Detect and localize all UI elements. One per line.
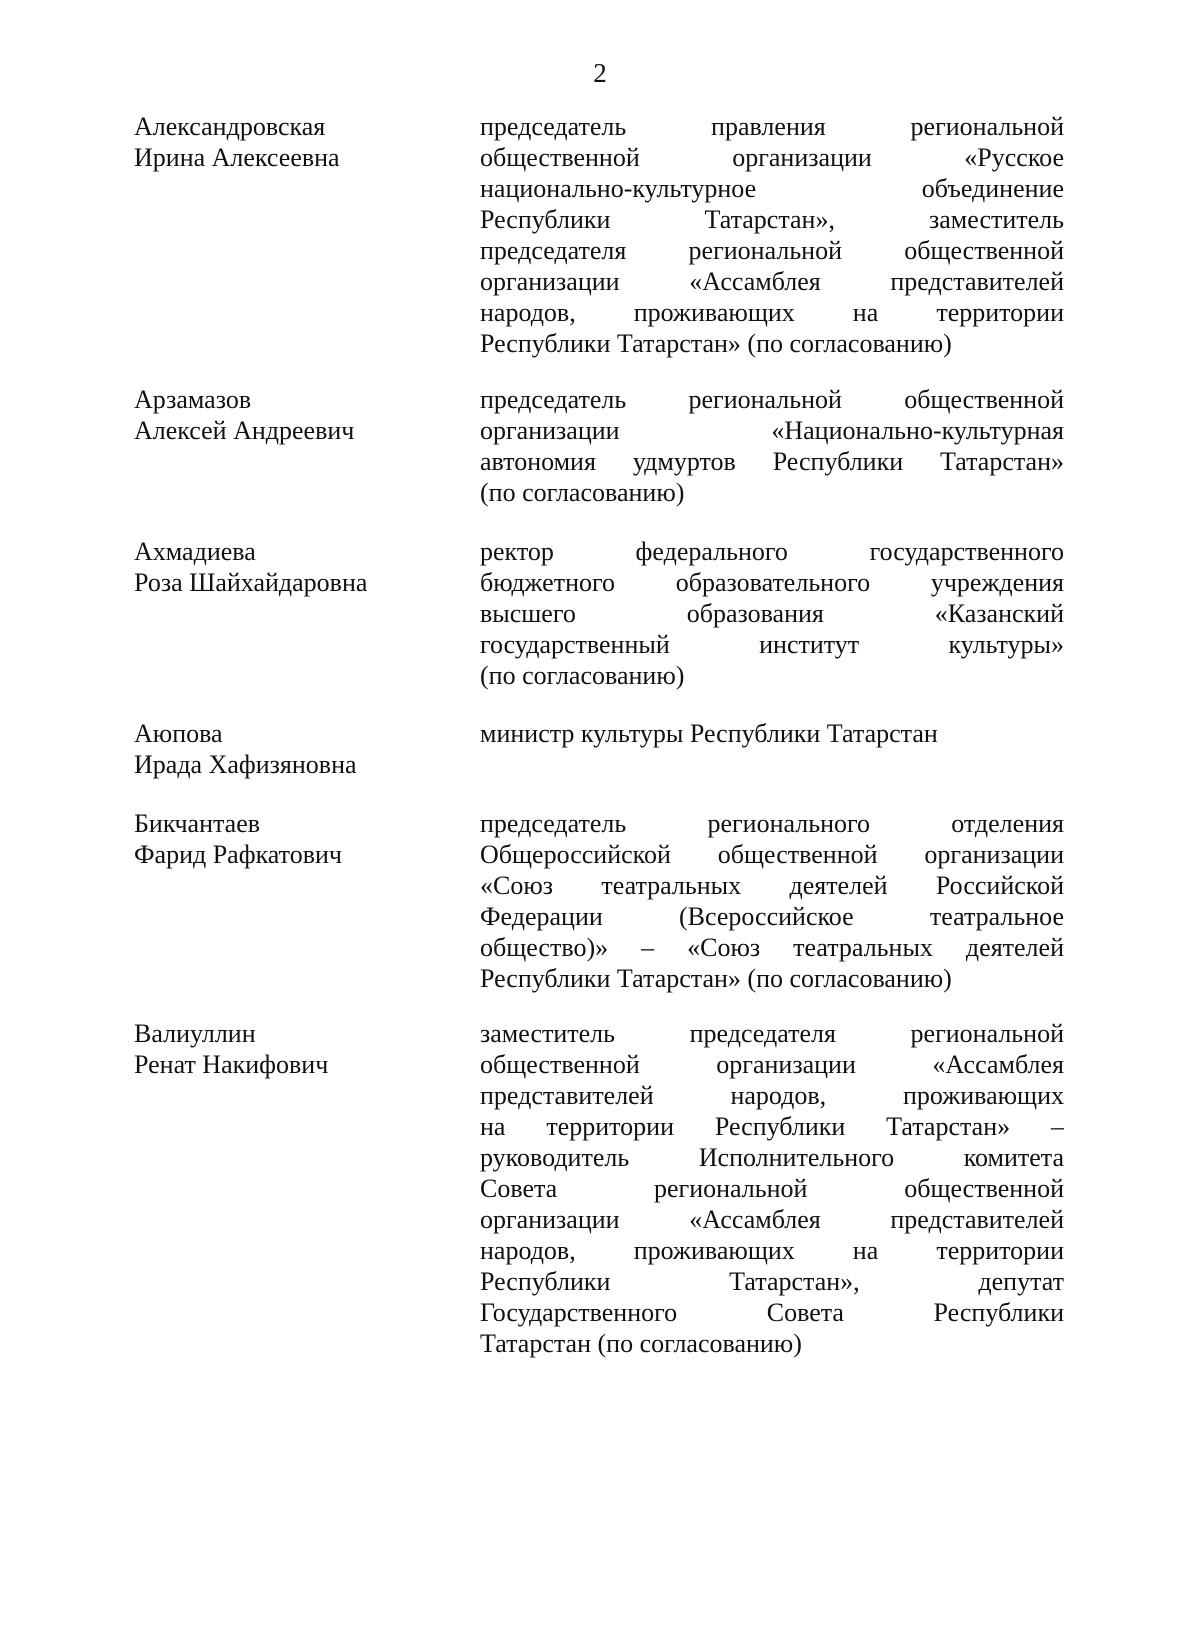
member-name — [134, 718, 454, 780]
position-line: на территории Республики Татарстан» – — [480, 1112, 1064, 1141]
position-line: (по согласованию) — [480, 661, 685, 690]
position-line: автономия удмуртов Республики Татарстан» — [480, 447, 1064, 476]
position-line: организации «Ассамблея представителей — [480, 1205, 1064, 1234]
position-line: (по согласованию) — [480, 478, 685, 507]
position-line: Государственного Совета Республики — [480, 1298, 1064, 1327]
position-line: председателя региональной общественной — [480, 236, 1064, 265]
member-position — [480, 111, 1064, 359]
position-line: председатель региональной общественной — [480, 385, 1064, 414]
position-line: руководитель Исполнительного комитета — [480, 1143, 1064, 1172]
member-name — [134, 536, 454, 598]
member-surname: Александровская — [134, 112, 326, 141]
position-line: Республики Татарстан», депутат — [480, 1267, 1064, 1296]
member-position — [480, 1018, 1064, 1359]
position-line: организации «Ассамблея представителей — [480, 267, 1064, 296]
position-line: Республики Татарстан» (по согласованию) — [480, 329, 952, 358]
member-name — [134, 1018, 454, 1080]
position-line: министр культуры Республики Татарстан — [480, 719, 938, 748]
member-surname: Ахмадиева — [134, 537, 256, 566]
member-given-names: Ирада Хафизяновна — [134, 750, 357, 779]
member-position — [480, 384, 1064, 508]
page-number: 2 — [593, 58, 607, 88]
position-line: Республики Татарстан» (по согласованию) — [480, 964, 952, 993]
member-surname: Валиуллин — [134, 1019, 256, 1048]
position-line: государственный институт культуры» — [480, 630, 1064, 659]
member-given-names: Фарид Рафкатович — [134, 840, 342, 869]
position-line: заместитель председателя региональной — [480, 1019, 1064, 1048]
member-given-names: Ирина Алексеевна — [134, 143, 340, 172]
member-position — [480, 808, 1064, 994]
position-line: представителей народов, проживающих — [480, 1081, 1064, 1110]
position-line: общественной организации «Русское — [480, 143, 1064, 172]
member-given-names: Роза Шайхайдаровна — [134, 568, 368, 597]
position-line: ректор федерального государственного — [480, 537, 1064, 566]
position-line: национально-культурное объединение — [480, 174, 1064, 203]
position-line: председатель правления региональной — [480, 112, 1064, 141]
position-line: высшего образования «Казанский — [480, 599, 1064, 628]
member-surname: Бикчантаев — [134, 809, 261, 838]
position-line: организации «Национально-культурная — [480, 416, 1064, 445]
member-name — [134, 111, 454, 173]
member-given-names: Ренат Накифович — [134, 1050, 329, 1079]
position-line: Республики Татарстан», заместитель — [480, 205, 1064, 234]
position-line: Общероссийской общественной организации — [480, 840, 1064, 869]
position-line: председатель регионального отделения — [480, 809, 1064, 838]
position-line: Федерации (Всероссийское театральное — [480, 902, 1064, 931]
member-given-names: Алексей Андреевич — [134, 416, 355, 445]
member-name — [134, 808, 454, 870]
position-line: общество)» – «Союз театральных деятелей — [480, 933, 1064, 962]
position-line: Татарстан (по согласованию) — [480, 1329, 802, 1358]
member-name — [134, 384, 454, 446]
member-position — [480, 536, 1064, 691]
position-line: бюджетного образовательного учреждения — [480, 568, 1064, 597]
member-position — [480, 718, 1064, 749]
position-line: Совета региональной общественной — [480, 1174, 1064, 1203]
position-line: общественной организации «Ассамблея — [480, 1050, 1064, 1079]
position-line: народов, проживающих на территории — [480, 1236, 1064, 1265]
position-line: народов, проживающих на территории — [480, 298, 1064, 327]
position-line: «Союз театральных деятелей Российской — [480, 871, 1064, 900]
member-surname: Арзамазов — [134, 385, 252, 414]
member-surname: Аюпова — [134, 719, 223, 748]
